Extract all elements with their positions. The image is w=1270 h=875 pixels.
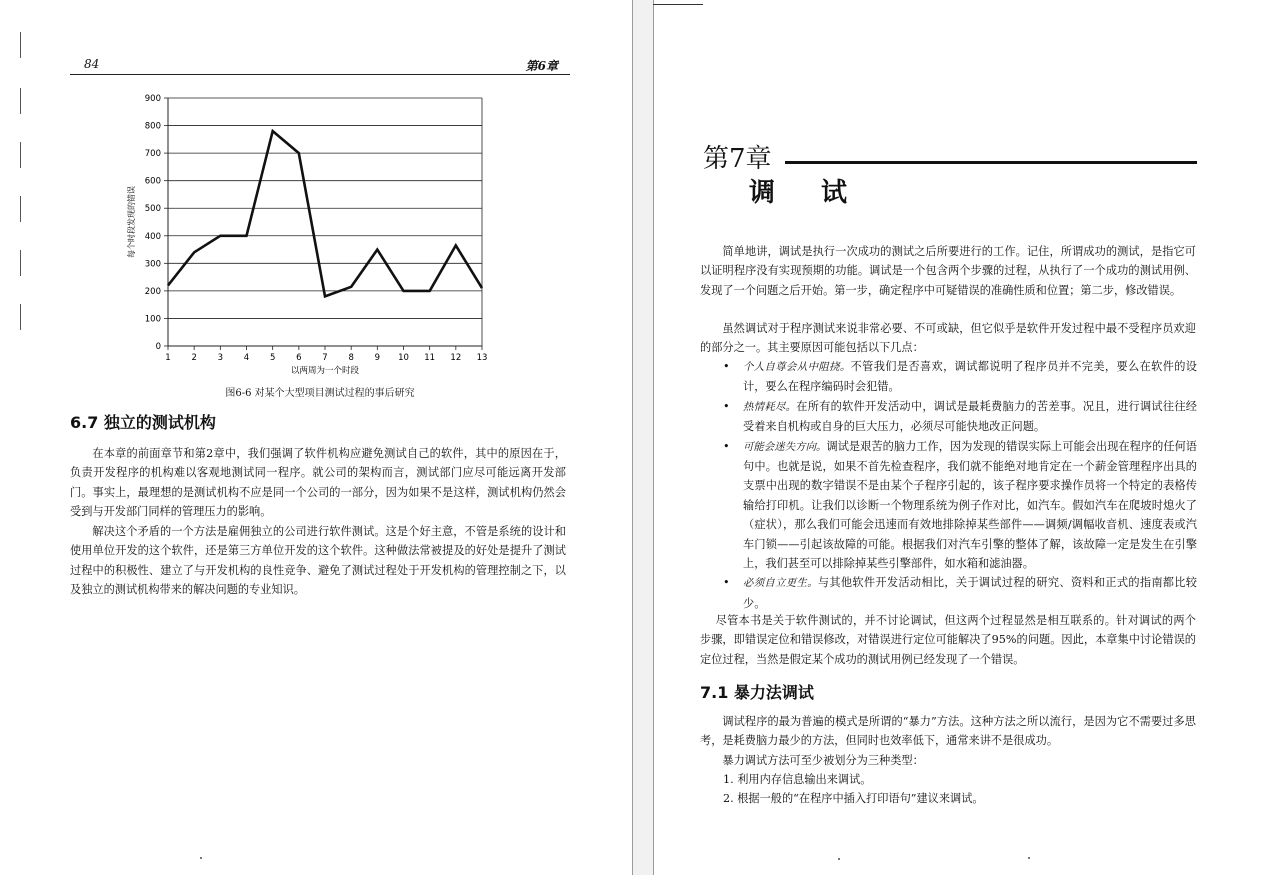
right-page bbox=[653, 0, 1270, 875]
list-item: • 必须自立更生。与其他软件开发活动相比，关于调试过程的研究、资料和正式的指南都比较少。 bbox=[723, 576, 1197, 610]
series-line bbox=[168, 131, 482, 296]
x-tick-label: 10 bbox=[398, 353, 409, 363]
x-tick-label: 13 bbox=[476, 353, 488, 363]
paragraph: 调试程序的最为普遍的模式是所谓的“暴力”方法。这种方法之所以流行，是因为它不需要过多思考，是耗费脑力最少的方法，但同时也效率低下，通常来讲不是很成功。 bbox=[700, 715, 1196, 748]
scan-speck bbox=[200, 857, 202, 859]
list-item: 1. 利用内存信息输出来调试。 bbox=[723, 773, 872, 786]
x-tick-label: 9 bbox=[374, 353, 381, 363]
y-tick-label: 800 bbox=[144, 121, 161, 132]
running-head-chapter: 第6章 bbox=[525, 59, 558, 73]
y-tick-label: 600 bbox=[144, 176, 161, 187]
y-tick-label: 700 bbox=[144, 149, 161, 160]
list-item: 2. 根据一般的“在程序中插入打印语句”建议来调试。 bbox=[723, 792, 984, 806]
page-number: 84 bbox=[84, 57, 100, 71]
y-tick-label: 300 bbox=[144, 259, 161, 270]
chapter-title: 调试 bbox=[749, 178, 894, 208]
paragraph: 虽然调试对于程序测试来说非常必要、不可或缺，但它似乎是软件开发过程中最不受程序员欢迎的部分之一。其主要原因可能包括以下几点： bbox=[700, 322, 1196, 355]
paragraph: 在本章的前面章节和第2章中，我们强调了软件机构应避免测试自己的软件，其中的原因在于，负责开发程序的机构难以客观地测试同一程序。就公司的架构而言，测试部门应尽可能远离开发部门。事实上，最理想的是测试机构不应是同一个公司的一部分，因为如果不是这样，测试机构仍然会受到与开发部门同样的管理压力的影响。 bbox=[70, 447, 566, 519]
scan-speck bbox=[1028, 857, 1030, 859]
x-tick-label: 2 bbox=[191, 353, 197, 363]
x-tick-label: 1 bbox=[165, 353, 171, 363]
y-tick-label: 900 bbox=[144, 94, 161, 104]
x-tick-label: 11 bbox=[424, 353, 436, 363]
bullet-list bbox=[723, 357, 1197, 613]
y-tick-label: 100 bbox=[144, 314, 161, 325]
x-tick-label: 8 bbox=[348, 353, 354, 363]
x-tick-label: 4 bbox=[243, 353, 250, 363]
line-chart bbox=[120, 90, 500, 376]
list-item: • 可能会迷失方向。调试是艰苦的脑力工作，因为发现的错误实际上可能会出现在程序的任何语句中。也就是说，如果不首先检查程序，我们就不能绝对地肯定在一个薪金管理程序出具的支票中出现的数字错误不是由某个子程序引起的，该子程序要求操作员将一个特定的表格传输给打印机。让我们以诊断一个物理系统为例子作对比，如汽车。假如汽车在爬坡时熄火了（症状），那么我们可能会迅速而有效地排除掉某些部件——调频/调幅收音机、速度表或汽车门锁——引起该故障的可能。根据我们对汽车引擎的整体了解，该故障一定是发生在引擎上，我们甚至可以排除掉某些引擎部件，如水箱和滤油器。 bbox=[723, 439, 1197, 571]
y-tick-label: 0 bbox=[155, 342, 161, 352]
top-rule bbox=[653, 4, 703, 5]
scan-speck bbox=[838, 858, 840, 860]
y-axis-label: 每个时段发现的错误 bbox=[127, 186, 136, 258]
y-tick-label: 500 bbox=[144, 204, 161, 215]
x-tick-label: 7 bbox=[322, 353, 328, 363]
x-tick-label: 12 bbox=[450, 353, 462, 363]
figure-caption: 图6-6 对某个大型项目测试过程的事后研究 bbox=[225, 388, 415, 399]
section-heading: 7.1 暴力法调试 bbox=[700, 683, 814, 702]
x-axis-label: 以两周为一个时段 bbox=[290, 366, 360, 376]
paragraph: 尽管本书是关于软件测试的，并不讨论调试，但这两个过程显然是相互联系的。针对调试的两个步骤，即错误定位和错误修改，对错误进行定位可能解决了95%的问题。因此，本章集中讨论错误的定位过程，当然是假定某个成功的测试用例已经发现了一个错误。 bbox=[700, 614, 1196, 666]
y-tick-label: 200 bbox=[144, 286, 161, 297]
x-tick-label: 6 bbox=[296, 353, 302, 363]
x-tick-label: 5 bbox=[269, 353, 276, 363]
list-item: • 个人自尊会从中阻挠。不管我们是否喜欢，调试都说明了程序员并不完美，要么在软件的设计，要么在程序编码时会犯错。 bbox=[723, 360, 1197, 394]
paragraph: 暴力调试方法可至少被划分为三种类型： bbox=[722, 754, 924, 767]
section-heading: 6.7 独立的测试机构 bbox=[70, 413, 216, 432]
y-tick-label: 400 bbox=[144, 231, 161, 242]
running-head bbox=[70, 56, 570, 75]
x-tick-label: 3 bbox=[217, 353, 224, 363]
paragraph: 简单地讲，调试是执行一次成功的测试之后所要进行的工作。记住，所谓成功的测试，是指它可以证明程序没有实现预期的功能。调试是一个包含两个步骤的过程，从执行了一个成功的测试用例、发现了一个问题之后开始。第一步，确定程序中可疑错误的准确性质和位置；第二步，修改错误。 bbox=[700, 245, 1196, 297]
book-gutter bbox=[632, 0, 654, 875]
list-item: • 热情耗尽。在所有的软件开发活动中，调试是最耗费脑力的苦差事。况且，进行调试往往经受着来自机构或自身的巨大压力，必须尽可能快地改正问题。 bbox=[723, 399, 1197, 434]
chapter-rule bbox=[785, 161, 1197, 164]
chapter-label: 第7章 bbox=[703, 144, 772, 174]
numbered-list bbox=[723, 770, 1197, 809]
left-page bbox=[0, 0, 632, 875]
paragraph: 解决这个矛盾的一个方法是雇佣独立的公司进行软件测试。这是个好主意，不管是系统的设计和使用单位开发的这个软件，还是第三方单位开发的这个软件。这种做法常被提及的好处是提升了测试过程中的积极性、建立了与开发机构的良性竞争、避免了测试过程处于开发机构的管理控制之下，以及独立的测试机构带来的解决问题的专业知识。 bbox=[70, 525, 566, 597]
